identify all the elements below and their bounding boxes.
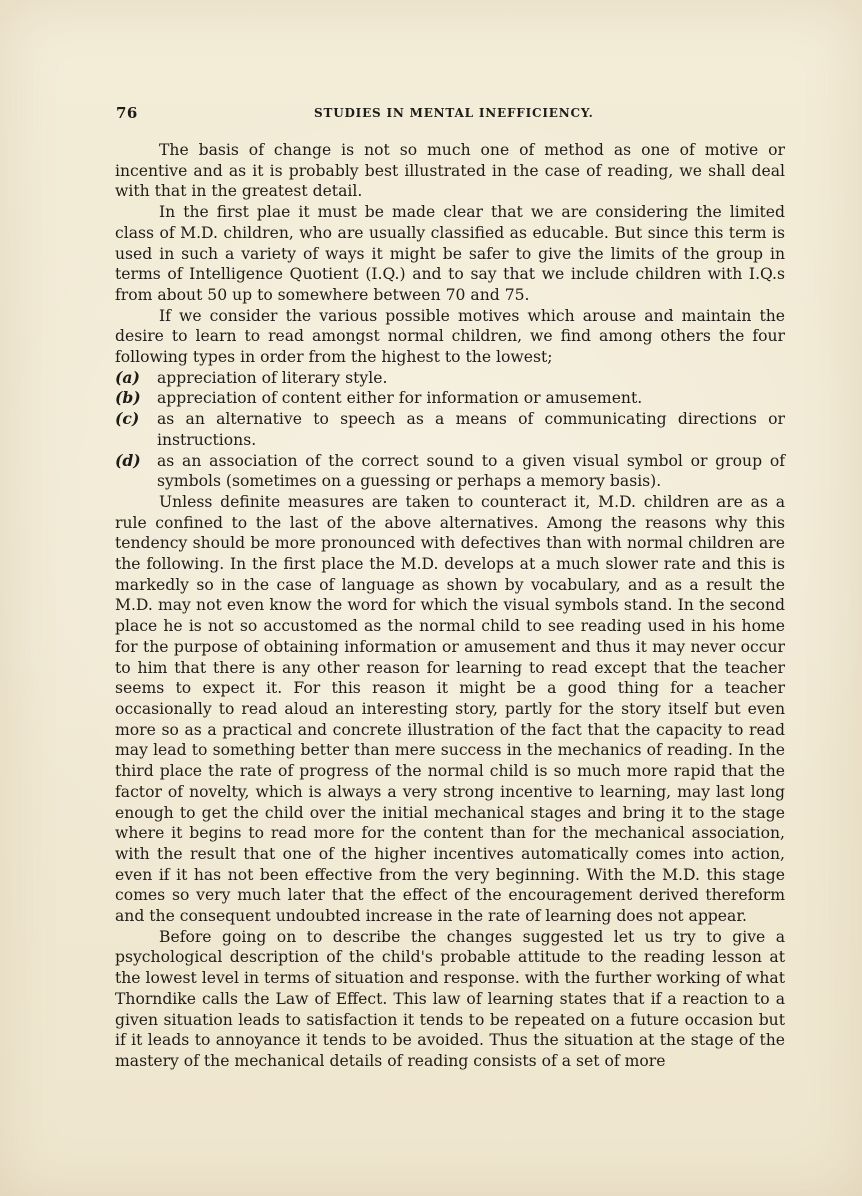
running-title: STUDIES IN MENTAL INEFFICIENCY. — [314, 106, 594, 120]
page-header — [116, 104, 782, 128]
list-item-b — [115, 388, 785, 409]
list-marker-b: (b) — [115, 388, 141, 408]
list-marker-a: (a) — [115, 367, 140, 387]
list-item-a — [115, 368, 785, 389]
list-item-d — [115, 451, 785, 492]
motive-list — [115, 368, 785, 492]
paragraph-4: Unless definite measures are taken to counteract it, M.D. children are as a rule confined to the last of the above alternatives. Among the reasons why this tendency should be more pronounced with defectives than with normal children are the following. In the first place the M.D. develops at a much slower rate and this is markedly so in the case of language as shown by vocabulary, and as a result the M.D. may not even know the word for which the visual symbols stand. In the second place he is not so accustomed as the normal child to see reading used in his home for the purpose of obtaining information or amusement and thus it may never occur to him that there is any other reason for learning to read except that the teacher seems to expect it. For this reason it might be a good thing for a teacher occasionally to read aloud an interesting story, partly for the story itself but even more so as a practical and concrete illustration of the fact that the capacity to read may lead to something better than mere success in the mechanics of reading. In the third place the rate of progress of the normal child is so much more rapid that the factor of novelty, which is always a very strong incentive to learning, may last long enough to get the child over the initial mechanical stages and bring it to the stage where it begins to read more for the content than for the mechanical association, with the result that one of the higher incentives automatically comes into action, even if it has not been effective from the very beginning. With the M.D. this stage comes so very much later that the effect of the encouragement derived thereform and the consequent undoubted increase in the rate of learning does not appear. — [115, 492, 785, 926]
paragraph-5: Before going on to describe the changes suggested let us try to give a psychological description of the child's probable attitude to the reading lesson at the lowest level in terms of situation and response. with the further working of what Thorndike calls the Law of Effect. This law of learning states that if a reaction to a given situation leads to satisfaction it tends to be repeated on a future occasion but if it leads to annoyance it tends to be avoided. Thus the situation at the stage of the mastery of the mechanical details of reading consists of a set of more — [115, 927, 785, 1070]
list-text-b: appreciation of content either for information or amusement. — [157, 389, 643, 408]
page-number: 76 — [116, 104, 138, 122]
list-item-c — [115, 409, 785, 450]
paragraph-3: If we consider the various possible motives which arouse and maintain the desire to learn to read amongst normal children, we find among others the four following types in order from the highest to the lowest; — [115, 306, 785, 367]
list-text-a: appreciation of literary style. — [157, 368, 388, 387]
list-text-c: as an alternative to speech as a means of communicating directions or instructions. — [157, 410, 785, 449]
list-text-d: as an association of the correct sound to a given visual symbol or group of symbols (sometimes on a guessing or perhaps a memory basis). — [157, 451, 785, 491]
paragraph-2: In the first plae it must be made clear that we are considering the limited class of M.D. children, who are usually classified as educable. But since this term is used in such a variety of ways it might be safer to give the limits of the group in terms of Intelligence Quotient (I.Q.) and to say that we include children with I.Q.s from about 50 up to somewhere between 70 and 75. — [115, 203, 785, 304]
list-marker-c: (c) — [115, 409, 140, 429]
page-body — [115, 140, 785, 1072]
paragraph-1: The basis of change is not so much one of method as one of motive or incentive and as it is probably best illustrated in the case of reading, we shall deal with that in the greatest detail. — [115, 141, 785, 201]
list-marker-d: (d) — [115, 450, 141, 470]
